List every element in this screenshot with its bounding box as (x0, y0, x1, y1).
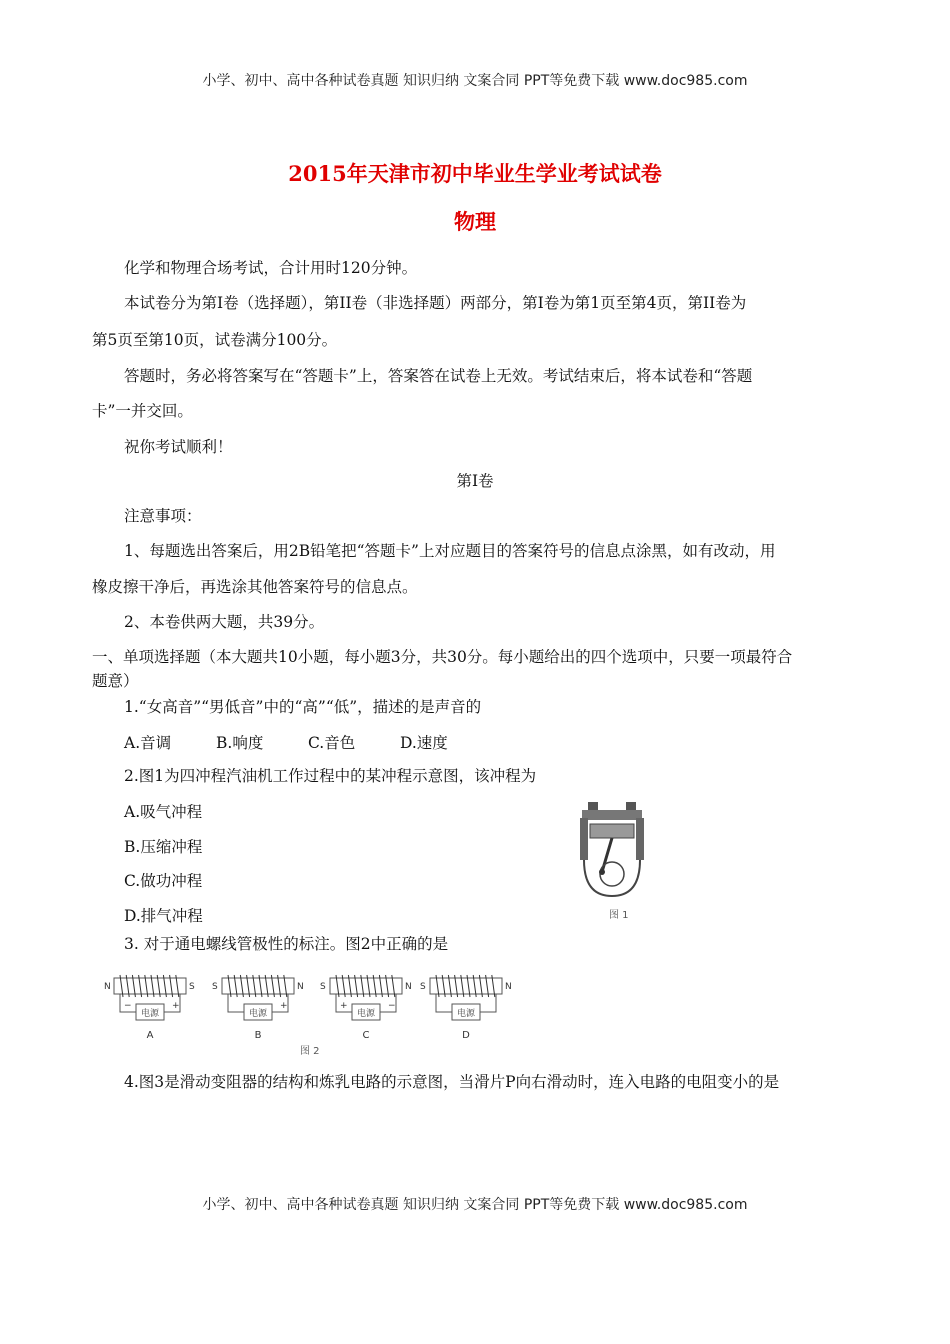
left-terminal-sign: − (124, 1001, 132, 1011)
q1-option-a: A.音调 (124, 734, 172, 752)
solenoid-option-label: B (254, 1030, 262, 1041)
solenoid-figure (100, 972, 530, 1052)
good-luck-text: 祝你考试顺利！ (124, 438, 233, 456)
q2-option-b: B.压缩冲程 (124, 838, 203, 856)
left-terminal-sign: + (340, 1001, 348, 1011)
engine-cylinder-figure (572, 800, 652, 902)
intro-paragraph-3-line-2: 卡”一并交回。 (92, 402, 193, 420)
page-footer: 小学、初中、高中各种试卷真题 知识归纳 文案合同 PPT等免费下载 www.doc985.com (202, 1197, 748, 1213)
notice-item-1-line-2: 橡皮擦干净后，再选涂其他答案符号的信息点。 (92, 578, 418, 596)
left-pole-label: S (420, 982, 426, 992)
right-terminal-sign: + (172, 1001, 180, 1011)
notice-title: 注意事项： (124, 507, 202, 525)
part1-heading-line-1: 一、单项选择题（本大题共10小题，每小题3分，共30分。每小题给出的四个选项中，只要一项最符合 (92, 648, 793, 666)
q1-option-b: B.响度 (216, 734, 264, 752)
intro-paragraph-1: 化学和物理合场考试，合计用时120分钟。 (124, 259, 418, 277)
right-terminal-sign: − (388, 1001, 396, 1011)
solenoid-option-label: D (462, 1030, 470, 1041)
intro-paragraph-3-line-1: 答题时，务必将答案写在“答题卡”上，答案答在试卷上无效。考试结束后，将本试卷和“答题 (124, 367, 753, 385)
notice-item-1-line-1: 1、每题选出答案后，用2B铅笔把“答题卡”上对应题目的答案符号的信息点涂黑，如有改动，用 (124, 542, 776, 560)
q2-option-a: A.吸气冲程 (124, 803, 203, 821)
q2-option-c: C.做功冲程 (124, 872, 203, 890)
power-source-label: 电源 (140, 1009, 160, 1019)
left-pole-label: N (104, 982, 111, 992)
question-2-stem: 2.图1为四冲程汽油机工作过程中的某冲程示意图，该冲程为 (124, 767, 537, 785)
solenoid-option-label: A (146, 1030, 154, 1041)
q1-option-c: C.音色 (308, 734, 356, 752)
solenoid-core (330, 978, 402, 994)
solenoid-core (222, 978, 294, 994)
intro-paragraph-2-line-2: 第5页至第10页，试卷满分100分。 (92, 331, 338, 349)
figure-2-caption: 图 2 (300, 1046, 320, 1057)
power-source-label: 电源 (456, 1009, 476, 1019)
part1-heading-line-2: 题意） (92, 672, 139, 690)
intro-paragraph-2-line-1: 本试卷分为第I卷（选择题），第II卷（非选择题）两部分，第I卷为第1页至第4页，第II卷为 (124, 294, 747, 312)
page-header: 小学、初中、高中各种试卷真题 知识归纳 文案合同 PPT等免费下载 www.doc985.com (202, 73, 748, 89)
question-1-stem: 1.“女高音”“男低音”中的“高”“低”，描述的是声音的 (124, 698, 482, 716)
left-pole-label: S (212, 982, 218, 992)
right-terminal-sign: + (280, 1001, 288, 1011)
figure-1-caption: 图 1 (609, 910, 629, 921)
q2-option-d: D.排气冲程 (124, 907, 203, 925)
right-pole-label: N (505, 982, 512, 992)
lead-wire (436, 994, 452, 1012)
right-pole-label: N (405, 982, 412, 992)
solenoid-core (114, 978, 186, 994)
notice-item-2: 2、本卷供两大题，共39分。 (124, 613, 325, 631)
solenoid-core (430, 978, 502, 994)
power-source-label: 电源 (356, 1009, 376, 1019)
section-heading: 第I卷 (456, 472, 494, 490)
question-3-stem: 3. 对于通电螺线管极性的标注。图2中正确的是 (124, 935, 449, 953)
lead-wire (228, 994, 244, 1012)
right-pole-label: S (189, 982, 195, 992)
solenoid-diagram (100, 972, 530, 1052)
left-pole-label: S (320, 982, 326, 992)
power-source-label: 电源 (248, 1009, 268, 1019)
solenoid-option-label: C (362, 1030, 370, 1041)
question-4-stem: 4.图3是滑动变阻器的结构和炼乳电路的示意图，当滑片P向右滑动时，连入电路的电阻变小的是 (124, 1073, 780, 1091)
right-pole-label: N (297, 982, 304, 992)
exam-title: 2015年天津市初中毕业生学业考试试卷 (288, 161, 662, 186)
q1-option-d: D.速度 (400, 734, 448, 752)
subject-title: 物理 (454, 209, 496, 234)
